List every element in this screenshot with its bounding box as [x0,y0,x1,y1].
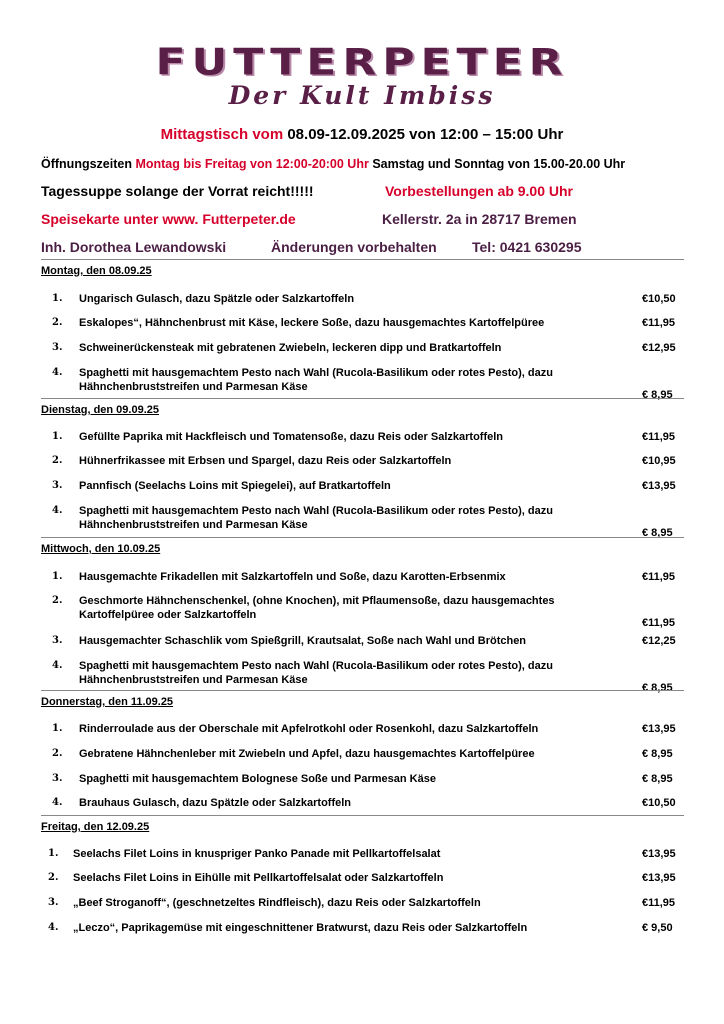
item-number: 4. [52,505,63,516]
address: Kellerstr. 2a in 28717 Bremen [382,211,577,227]
item-number: 2. [52,748,63,759]
item-price: € 8,95 [642,773,673,785]
day-heading: Dienstag, den 09.09.25 [41,404,684,420]
item-description: Spaghetti mit hausgemachtem Pesto nach Wahl (Rucola-Basilikum oder rotes Pesto), dazu [79,367,553,379]
item-description: Gefüllte Paprika mit Hackfleisch und Tomatensoße, dazu Reis oder Salzkartoffeln [79,431,504,443]
item-description: Rinderroulade aus der Oberschale mit Apfelrotkohl oder Rosenkohl, dazu Salzkartoffeln [79,723,539,735]
item-description: Ungarisch Gulasch, dazu Spätzle oder Salzkartoffeln [79,293,355,305]
item-description: Eskalopes“, Hähnchenbrust mit Käse, leckere Soße, dazu hausgemachtes Kartoffelpüree [79,317,545,329]
item-description-line2: Hähnchenbruststreifen und Parmesan Käse [79,674,308,686]
changes-note: Änderungen vorbehalten [271,239,437,255]
item-price: €11,95 [642,617,676,629]
item-description: Spaghetti mit hausgemachtem Pesto nach Wahl (Rucola-Basilikum oder rotes Pesto), dazu [79,660,553,672]
item-number: 4. [48,922,59,933]
item-price: €13,95 [642,723,676,735]
item-number: 3. [52,342,63,353]
item-description: Seelachs Filet Loins in Eihülle mit Pellkartoffelsalat oder Salzkartoffeln [73,872,444,884]
item-price: €10,50 [642,293,676,305]
item-description: „Leczo“, Paprikagemüse mit eingeschnittener Bratwurst, dazu Reis oder Salzkartoffeln [73,922,528,934]
item-price: €12,95 [642,342,676,354]
day-heading: Freitag, den 12.09.25 [41,821,684,837]
item-number: 1. [52,571,63,582]
item-description: „Beef Stroganoff“, (geschnetzeltes Rindfleisch), dazu Reis oder Salzkartoffeln [73,897,481,909]
item-number: 2. [52,595,63,606]
item-number: 2. [48,872,59,883]
logo [0,40,724,110]
day-heading: Montag, den 08.09.25 [41,265,684,281]
day-heading: Mittwoch, den 10.09.25 [41,543,684,559]
item-price: € 8,95 [642,389,673,401]
day-section-donnerstag [0,696,724,809]
item-description: Hausgemachte Frikadellen mit Salzkartoffeln und Soße, dazu Karotten-Erbsenmix [79,571,506,583]
item-description-line2: Hähnchenbruststreifen und Parmesan Käse [79,519,308,531]
mittag-value: 08.09-12.09.2025 von 12:00 – 15:00 Uhr [283,126,564,143]
day-section-dienstag [0,404,724,539]
item-description-line2: Hähnchenbruststreifen und Parmesan Käse [79,381,308,393]
owner: Inh. Dorothea Lewandowski [41,239,227,255]
mittag-label: Mittagstisch vom [160,126,284,143]
phone: Tel: 0421 630295 [472,239,582,255]
item-description-line2: Kartoffelpüree oder Salzkartoffeln [79,609,257,621]
item-number: 1. [52,723,63,734]
menu-link[interactable]: Speisekarte unter www. Futterpeter.de [41,211,296,227]
item-number: 4. [52,367,63,378]
logo-title: FUTTERPETER [155,41,569,84]
item-number: 3. [52,480,63,491]
item-description: Gebratene Hähnchenleber mit Zwiebeln und Apfel, dazu hausgemachtes Kartoffelpüree [79,748,535,760]
item-number: 3. [48,897,59,908]
preorder-note: Vorbestellungen ab 9.00 Uhr [385,183,574,199]
item-number: 1. [52,431,63,442]
item-number: 2. [52,455,63,466]
item-description: Brauhaus Gulasch, dazu Spätzle oder Salzkartoffeln [79,797,352,809]
opening-hours [41,157,625,171]
day-section-montag [0,265,724,401]
soup-note: Tagessuppe solange der Vorrat reicht!!!!! [41,183,314,199]
item-number: 1. [48,848,59,859]
item-description: Schweinerückensteak mit gebratenen Zwiebeln, leckeren dipp und Bratkartoffeln [79,342,502,354]
item-number: 1. [52,293,63,304]
item-price: € 8,95 [642,682,673,694]
item-price: €10,50 [642,797,676,809]
logo-subtitle: Der Kult Imbiss [228,81,496,110]
item-price: €13,95 [642,848,676,860]
item-number: 3. [52,635,63,646]
item-description: Spaghetti mit hausgemachtem Bolognese Soße und Parmesan Käse [79,773,436,785]
mittagstisch-line [0,126,724,143]
item-description: Geschmorte Hähnchenschenkel, (ohne Knochen), mit Pflaumensoße, dazu hausgemachtes [79,595,555,607]
item-price: €11,95 [642,897,676,909]
item-description: Hühnerfrikassee mit Erbsen und Spargel, dazu Reis oder Salzkartoffeln [79,455,452,467]
day-section-freitag [0,821,724,934]
item-price: €11,95 [642,431,676,443]
item-number: 2. [52,317,63,328]
item-price: € 8,95 [642,527,673,539]
item-description: Hausgemachter Schaschlik vom Spießgrill, Krautsalat, Soße nach Wahl und Brötchen [79,635,527,647]
item-price: €10,95 [642,455,676,467]
item-price: €11,95 [642,571,676,583]
item-price: €13,95 [642,872,676,884]
hours-weekend: Samstag und Sonntag von 15.00-20.00 Uhr [368,157,626,171]
item-number: 4. [52,660,63,671]
day-section-mittwoch [0,543,724,694]
item-price: €13,95 [642,480,676,492]
item-number: 3. [52,773,63,784]
hours-label: Öffnungszeiten [41,157,136,171]
item-description: Spaghetti mit hausgemachtem Pesto nach Wahl (Rucola-Basilikum oder rotes Pesto), dazu [79,505,553,517]
item-description: Pannfisch (Seelachs Loins mit Spiegelei), auf Bratkartoffeln [79,480,391,492]
day-heading: Donnerstag, den 11.09.25 [41,696,684,712]
item-description: Seelachs Filet Loins in knuspriger Panko Panade mit Pellkartoffelsalat [73,848,441,860]
item-price: €11,95 [642,317,676,329]
item-number: 4. [52,797,63,808]
item-price: € 8,95 [642,748,673,760]
item-price: € 9,50 [642,922,673,934]
item-price: €12,25 [642,635,676,647]
hours-weekdays: Montag bis Freitag von 12:00-20:00 Uhr [135,157,369,171]
